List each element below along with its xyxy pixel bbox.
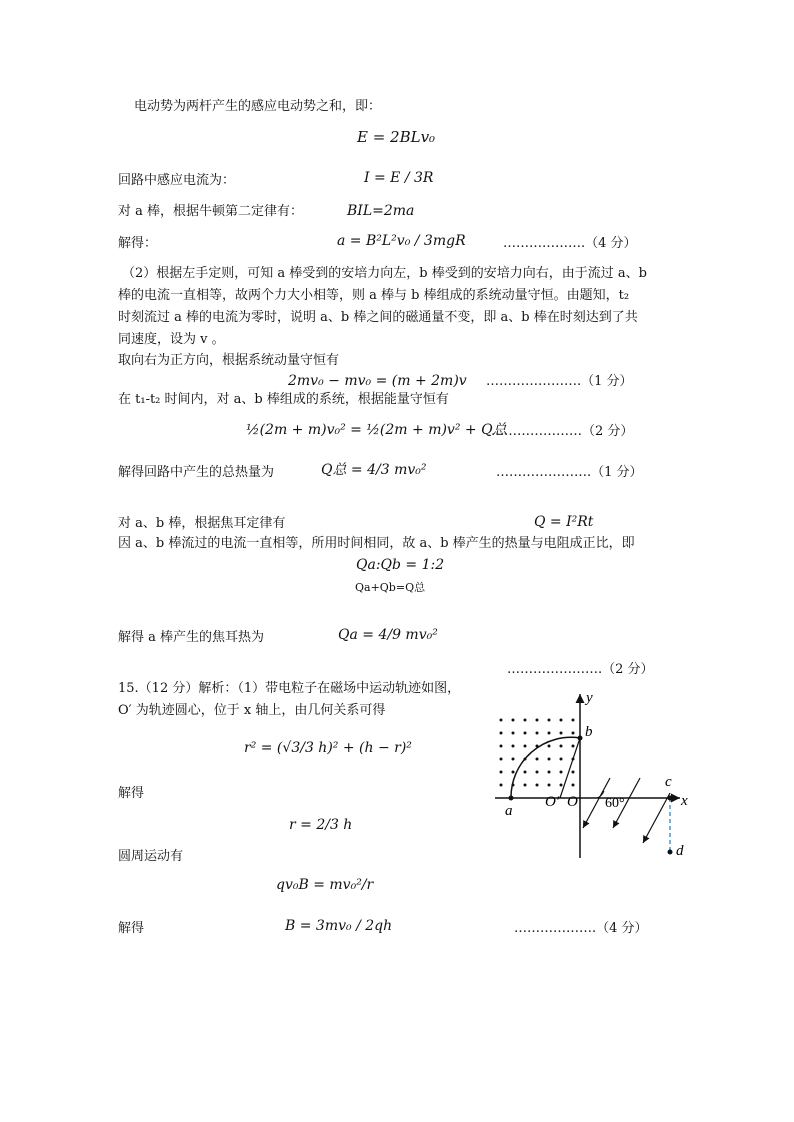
field-dot xyxy=(536,719,539,722)
equation-total-heat: Q总 = 4/3 mv₀² xyxy=(321,462,427,478)
field-dot xyxy=(512,719,515,722)
label-a: a xyxy=(505,803,513,819)
field-dot xyxy=(500,784,503,787)
text-line: 圆周运动有 xyxy=(118,849,184,864)
field-dot xyxy=(500,758,503,761)
label-angle: 60° xyxy=(605,796,625,811)
field-dot xyxy=(500,732,503,735)
field-dot xyxy=(524,732,527,735)
text-line: 15.（12 分）解析：（1）带电粒子在磁场中运动轨迹如图， xyxy=(118,681,461,696)
text-line: 回路中感应电流为： xyxy=(118,173,236,188)
field-dot xyxy=(524,784,527,787)
field-dot xyxy=(500,745,503,748)
label-O: O xyxy=(567,794,578,810)
equation-radius-squared: r² = (√3/3 h)² + (h − r)² xyxy=(244,740,412,756)
label-b: b xyxy=(585,724,593,740)
text-line: 解得回路中产生的总热量为 xyxy=(118,465,275,480)
text-line: 电动势为两杆产生的感应电动势之和，即： xyxy=(134,99,382,114)
field-dot xyxy=(548,784,551,787)
field-dot xyxy=(560,758,563,761)
magnetic-field-dots xyxy=(500,719,575,787)
score-mark: ……………….（4 分） xyxy=(514,921,648,936)
label-y: y xyxy=(586,690,593,706)
text-line: 棒的电流一直相等，故两个力大小相等，则 a 棒与 b 棒组成的系统动量守恒。由题知，t₂ xyxy=(118,288,630,303)
score-mark: ………………….（2 分） xyxy=(507,662,654,677)
field-dot xyxy=(536,784,539,787)
radius-line xyxy=(560,738,580,798)
score-mark: …………………（2 分） xyxy=(491,424,634,439)
field-dot xyxy=(536,758,539,761)
field-dot xyxy=(500,771,503,774)
equation-qa: Qa = 4/9 mv₀² xyxy=(338,627,438,643)
text-line: 在 t₁-t₂ 时间内，对 a、b 棒组成的系统，根据能量守恒有 xyxy=(118,392,449,407)
label-d: d xyxy=(676,843,684,859)
score-mark: ………………….（1 分） xyxy=(486,374,633,389)
field-dot xyxy=(512,745,515,748)
field-dot xyxy=(560,771,563,774)
field-dot xyxy=(536,732,539,735)
text-line: 对 a 棒，根据牛顿第二定律有： xyxy=(118,204,304,219)
equation-acceleration: a = B²L²v₀ / 3mgR xyxy=(337,233,466,249)
trajectory-diagram xyxy=(485,688,705,868)
equation-force: BIL=2ma xyxy=(347,203,415,219)
field-dot xyxy=(572,771,575,774)
equation-centripetal: qv₀B = mv₀²/r xyxy=(276,877,374,893)
equation-momentum: 2mv₀ − mv₀ = (m + 2m)v xyxy=(288,373,467,389)
equation-emf: E = 2BLv₀ xyxy=(357,128,436,146)
equation-field-B: B = 3mv₀ / 2qh xyxy=(285,918,393,934)
score-mark: ……………….（4 分） xyxy=(503,236,637,251)
field-dot xyxy=(512,732,515,735)
equation-current: I = E / 3R xyxy=(364,170,434,186)
field-dot xyxy=(512,771,515,774)
field-dot xyxy=(572,745,575,748)
text-line: 时刻流过 a 棒的电流为零时，说明 a、b 棒之间的磁通量不变，即 a、b 棒在时刻达到了共 xyxy=(118,310,638,325)
equation-ratio: Qa:Qb = 1:2 xyxy=(356,557,445,573)
text-line: 解得 a 棒产生的焦耳热为 xyxy=(118,630,265,645)
field-dot xyxy=(524,771,527,774)
text-line: 取向右为正方向，根据系统动量守恒有 xyxy=(118,353,340,368)
equation-joule: Q = I²Rt xyxy=(534,514,594,530)
field-dot xyxy=(560,784,563,787)
text-line: 解得： xyxy=(118,236,158,251)
field-dot xyxy=(524,745,527,748)
text-line: 对 a、b 棒，根据焦耳定律有 xyxy=(118,516,286,531)
field-dot xyxy=(572,732,575,735)
equation-radius: r = 2/3 h xyxy=(289,817,353,833)
text-line: 同速度，设为 v 。 xyxy=(118,332,225,347)
field-dot xyxy=(500,719,503,722)
label-O-prime: O′ xyxy=(545,794,560,810)
field-dot xyxy=(548,771,551,774)
field-dot xyxy=(572,719,575,722)
field-dot xyxy=(536,771,539,774)
score-mark: ………………….（1 分） xyxy=(496,465,643,480)
equation-energy: ½(2m + m)v₀² = ½(2m + m)v² + Q总 xyxy=(246,422,507,438)
label-c: c xyxy=(665,774,672,790)
equation-sum: Qa+Qb=Q总 xyxy=(355,581,426,594)
text-line: 解得 xyxy=(118,921,145,936)
text-line: （2）根据左手定则，可知 a 棒受到的安培力向左，b 棒受到的安培力向右，由于流过 a、b xyxy=(122,266,647,281)
label-x: x xyxy=(681,793,688,809)
field-dot xyxy=(548,745,551,748)
text-line: O′ 为轨迹圆心，位于 x 轴上，由几何关系可得 xyxy=(118,703,386,718)
field-dot xyxy=(548,758,551,761)
field-dot xyxy=(512,758,515,761)
field-dot xyxy=(560,745,563,748)
field-dot xyxy=(524,719,527,722)
field-dot xyxy=(548,732,551,735)
field-dot xyxy=(548,719,551,722)
field-dot xyxy=(560,732,563,735)
text-line: 因 a、b 棒流过的电流一直相等，所用时间相同，故 a、b 棒产生的热量与电阻成正比，即 xyxy=(118,536,635,551)
text-line: 解得 xyxy=(118,786,145,801)
field-dot xyxy=(572,784,575,787)
field-dot xyxy=(560,719,563,722)
